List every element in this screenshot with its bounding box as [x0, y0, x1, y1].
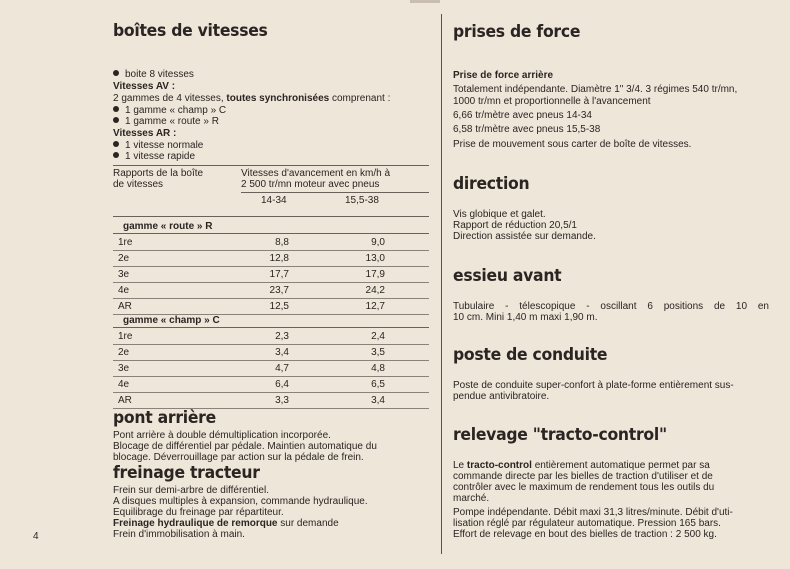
gearbox-title: boîtes de vitesses: [113, 21, 268, 41]
table-rule: [113, 165, 429, 166]
table-value-14-34: 2,3: [275, 331, 289, 342]
steering-title: direction: [453, 174, 530, 194]
hitch-l4: marché.: [453, 493, 490, 504]
pto-l4: 6,58 tr/mètre avec pneus 15,5-38: [453, 124, 601, 135]
pto-l3: 6,66 tr/mètre avec pneus 14-34: [453, 110, 592, 121]
table-value-14-34: 3,3: [275, 395, 289, 406]
pto-l1: Totalement indépendante. Diamètre 1" 3/4. 3 régimes 540 tr/mn,: [453, 84, 738, 95]
cab-l1: Poste de conduite super-confort à plate-forme entièrement sus-: [453, 380, 734, 391]
pto-subtitle: Prise de force arrière: [453, 70, 554, 81]
bullet-icon: [113, 141, 119, 147]
tyre-14-34: 14-34: [261, 195, 287, 206]
table-value-15-5-38: 2,4: [371, 331, 385, 342]
rear-axle-l1: Pont arrière à double démultiplication incorporée.: [113, 430, 331, 441]
gearbox-line1: boite 8 vitesses: [113, 69, 194, 80]
brakes-l4: Freinage hydraulique de remorque sur demande: [113, 518, 339, 529]
table-value-14-34: 6,4: [275, 379, 289, 390]
pto-title: prises de force: [453, 22, 581, 42]
table-gear-label: 4e: [118, 285, 130, 296]
ar-bullet-2: 1 vitesse rapide: [113, 151, 195, 162]
hitch-l1: Le tracto-control entièrement automatique permet par sa: [453, 460, 710, 471]
table-row-rule: [113, 392, 429, 393]
table-value-14-34: 8,8: [275, 237, 289, 248]
table-row-rule: [113, 344, 429, 345]
table-col1-head-1: Rapports de la boîte: [113, 168, 204, 179]
table-gear-label: AR: [118, 301, 132, 312]
table-value-14-34: 3,4: [275, 347, 289, 358]
table-gear-label: 2e: [118, 253, 130, 264]
table-rule: [113, 327, 429, 328]
brakes-l5: Frein d'immobilisation à main.: [113, 529, 245, 540]
table-row-rule: [113, 360, 429, 361]
table-value-15-5-38: 9,0: [371, 237, 385, 248]
rear-axle-title: pont arrière: [113, 408, 216, 428]
table-value-15-5-38: 24,2: [365, 285, 385, 296]
route-title: gamme « route » R: [123, 221, 213, 232]
hitch-l5: Pompe indépendante. Débit maxi 31,3 litres/minute. Débit d'uti-: [453, 507, 733, 518]
av-title: Vitesses AV :: [113, 81, 176, 92]
steering-l1: Vis globique et galet.: [453, 209, 546, 220]
page-number: 4: [33, 531, 39, 542]
cab-l2: pendue antivibratoire.: [453, 391, 550, 402]
tyre-15-5-38: 15,5-38: [345, 195, 379, 206]
ar-bullet-1: 1 vitesse normale: [113, 140, 203, 151]
cab-title: poste de conduite: [453, 345, 608, 365]
front-axle-title: essieu avant: [453, 266, 562, 286]
table-value-14-34: 12,8: [269, 253, 289, 264]
table-row-rule: [113, 250, 429, 251]
table-gear-label: 2e: [118, 347, 130, 358]
av-bullet-2: 1 gamme « route » R: [113, 116, 219, 127]
table-value-14-34: 12,5: [269, 301, 289, 312]
front-axle-l1: Tubulaire - télescopique - oscillant 6 positions de 10 en: [453, 301, 769, 312]
front-axle-l2: 10 cm. Mini 1,40 m maxi 1,90 m.: [453, 312, 598, 323]
pto-l2: 1000 tr/mn et proportionnelle à l'avancement: [453, 96, 651, 107]
table-col1-head-2: de vitesses: [113, 179, 164, 190]
brakes-l2: A disques multiples à expansion, commande hydraulique.: [113, 496, 368, 507]
table-gear-label: 1re: [118, 331, 133, 342]
hitch-l7: Effort de relevage en bout des bielles de traction : 2 500 kg.: [453, 529, 717, 540]
table-value-14-34: 17,7: [269, 269, 289, 280]
column-divider: [441, 14, 442, 554]
brakes-l3: Equilibrage du freinage par répartiteur.: [113, 507, 284, 518]
table-value-15-5-38: 3,4: [371, 395, 385, 406]
table-gear-label: 3e: [118, 363, 130, 374]
hitch-l2: commande directe par les bielles de traction d'utiliser et de: [453, 471, 713, 482]
bullet-icon: [113, 152, 119, 158]
table-gear-label: 1re: [118, 237, 133, 248]
table-value-15-5-38: 13,0: [365, 253, 385, 264]
table-rule: [113, 216, 429, 217]
rear-axle-l2: Blocage de différentiel par pédale. Maintien automatique du: [113, 441, 377, 452]
table-gear-label: AR: [118, 395, 132, 406]
hitch-l6: lisation réglé par régulateur automatique. Pression 165 bars.: [453, 518, 721, 529]
av-line: 2 gammes de 4 vitesses, toutes synchronisées comprenant :: [113, 93, 391, 104]
bullet-icon: [113, 117, 119, 123]
table-rule: [241, 192, 429, 193]
table-row-rule: [113, 298, 429, 299]
table-rule: [113, 233, 429, 234]
hitch-title: relevage "tracto-control": [453, 425, 667, 445]
scan-artifact: [410, 0, 440, 3]
champ-title: gamme « champ » C: [123, 315, 220, 326]
table-col2-head-1: Vitesses d'avancement en km/h à: [241, 168, 391, 179]
table-value-15-5-38: 12,7: [365, 301, 385, 312]
table-value-15-5-38: 4,8: [371, 363, 385, 374]
table-col2-head-2: 2 500 tr/mn moteur avec pneus: [241, 179, 380, 190]
table-row-rule: [113, 282, 429, 283]
table-value-14-34: 23,7: [269, 285, 289, 296]
pto-l5: Prise de mouvement sous carter de boîte de vitesses.: [453, 139, 692, 150]
steering-l2: Rapport de réduction 20,5/1: [453, 220, 577, 231]
table-value-15-5-38: 6,5: [371, 379, 385, 390]
table-value-15-5-38: 17,9: [365, 269, 385, 280]
table-row-rule: [113, 266, 429, 267]
table-value-14-34: 4,7: [275, 363, 289, 374]
ar-title: Vitesses AR :: [113, 128, 177, 139]
rear-axle-l3: blocage. Déverrouillage par action sur la pédale de frein.: [113, 452, 364, 463]
av-bullet-1: 1 gamme « champ » C: [113, 105, 226, 116]
table-gear-label: 3e: [118, 269, 130, 280]
table-gear-label: 4e: [118, 379, 130, 390]
hitch-l3: contrôler avec le maximum de rendement tous les outils du: [453, 482, 715, 493]
table-row-rule: [113, 376, 429, 377]
bullet-icon: [113, 106, 119, 112]
brakes-l1: Frein sur demi-arbre de différentiel.: [113, 485, 269, 496]
steering-l3: Direction assistée sur demande.: [453, 231, 596, 242]
table-value-15-5-38: 3,5: [371, 347, 385, 358]
bullet-icon: [113, 70, 119, 76]
brakes-title: freinage tracteur: [113, 463, 260, 483]
